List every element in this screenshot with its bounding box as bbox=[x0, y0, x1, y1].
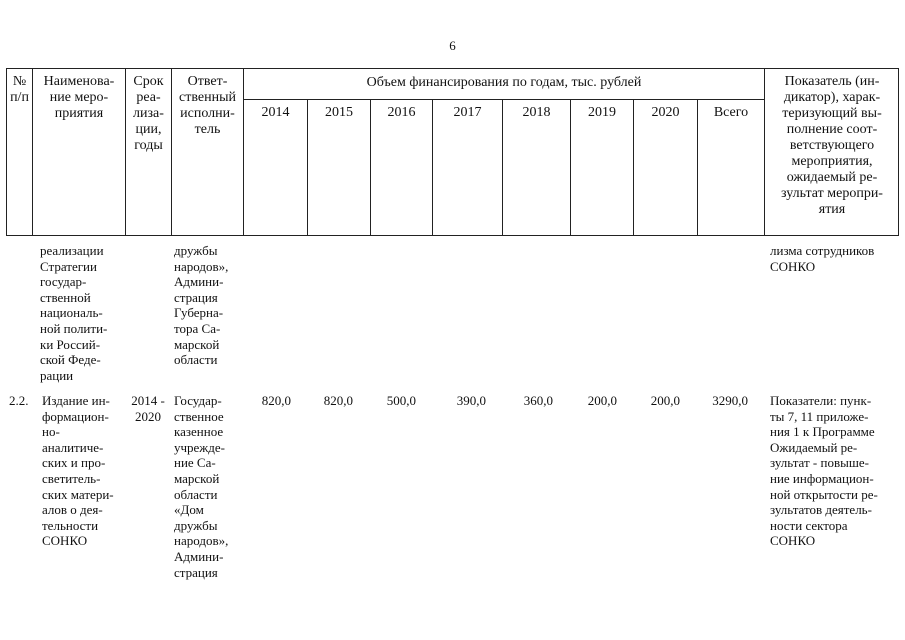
value-2018: 360,0 bbox=[523, 393, 553, 408]
value-2017: 390,0 bbox=[456, 393, 486, 408]
value-2020: 200,0 bbox=[650, 393, 680, 408]
row-number: 2.2. bbox=[9, 393, 29, 408]
header-finance: Объем финансирования по годам, тыс. рублей bbox=[366, 75, 642, 90]
value-2015: 820,0 bbox=[323, 393, 353, 408]
header-name: Наименова- ние меро- приятия bbox=[43, 74, 115, 121]
header-term: Срок реа- лиза- ции, годы bbox=[133, 74, 164, 153]
row-indicator: Показатели: пунк- ты 7, 11 приложе- ния 1 к Программе Ожидаемый ре- зультат - повыше- ние информацион- ной открытости ре- зультатов деятель- ности сектора СОНКО bbox=[770, 393, 878, 549]
table-header bbox=[6, 68, 899, 236]
divider bbox=[243, 99, 764, 100]
value-2016: 500,0 bbox=[386, 393, 416, 408]
row-name: Издание ин- формацион- но- аналитиче- ских и про- светитель- ских матери- алов о дея- тельности СОНКО bbox=[42, 393, 114, 549]
value-2014: 820,0 bbox=[261, 393, 291, 408]
header-year: 2017 bbox=[453, 105, 482, 120]
value-total: 3290,0 bbox=[712, 393, 748, 408]
header-executor: Ответ- ственный исполни- тель bbox=[179, 74, 236, 137]
header-year: 2014 bbox=[261, 105, 290, 120]
header-year: 2020 bbox=[651, 105, 680, 120]
header-total: Всего bbox=[713, 105, 749, 120]
header-year: 2018 bbox=[522, 105, 551, 120]
page-number: 6 bbox=[449, 38, 456, 53]
value-2019: 200,0 bbox=[587, 393, 617, 408]
continuation-executor: дружбы народов», Админи- страция Губерна- тора Са- марской области bbox=[174, 243, 229, 368]
row-term: 2014 - 2020 bbox=[131, 393, 165, 424]
header-year: 2016 bbox=[387, 105, 416, 120]
row-executor: Государ- ственное казенное учрежде- ние Са- марской области «Дом дружбы народов», Админи- страция bbox=[174, 393, 229, 580]
continuation-name: реализации Стратегии государ- ственной националь- ной полити- ки Россий- ской Феде- рации bbox=[40, 243, 108, 383]
header-year: 2015 bbox=[325, 105, 353, 120]
continuation-indicator: лизма сотрудников СОНКО bbox=[770, 243, 875, 274]
header-number: № п/п bbox=[10, 74, 29, 105]
header-indicator: Показатель (ин- дикатор), харак- теризующий вы- полнение соот- ветствующего мероприятия, ожидаемый ре- зультат меропри- ятия bbox=[781, 74, 883, 217]
divider bbox=[243, 69, 244, 235]
header-year: 2019 bbox=[588, 105, 616, 120]
